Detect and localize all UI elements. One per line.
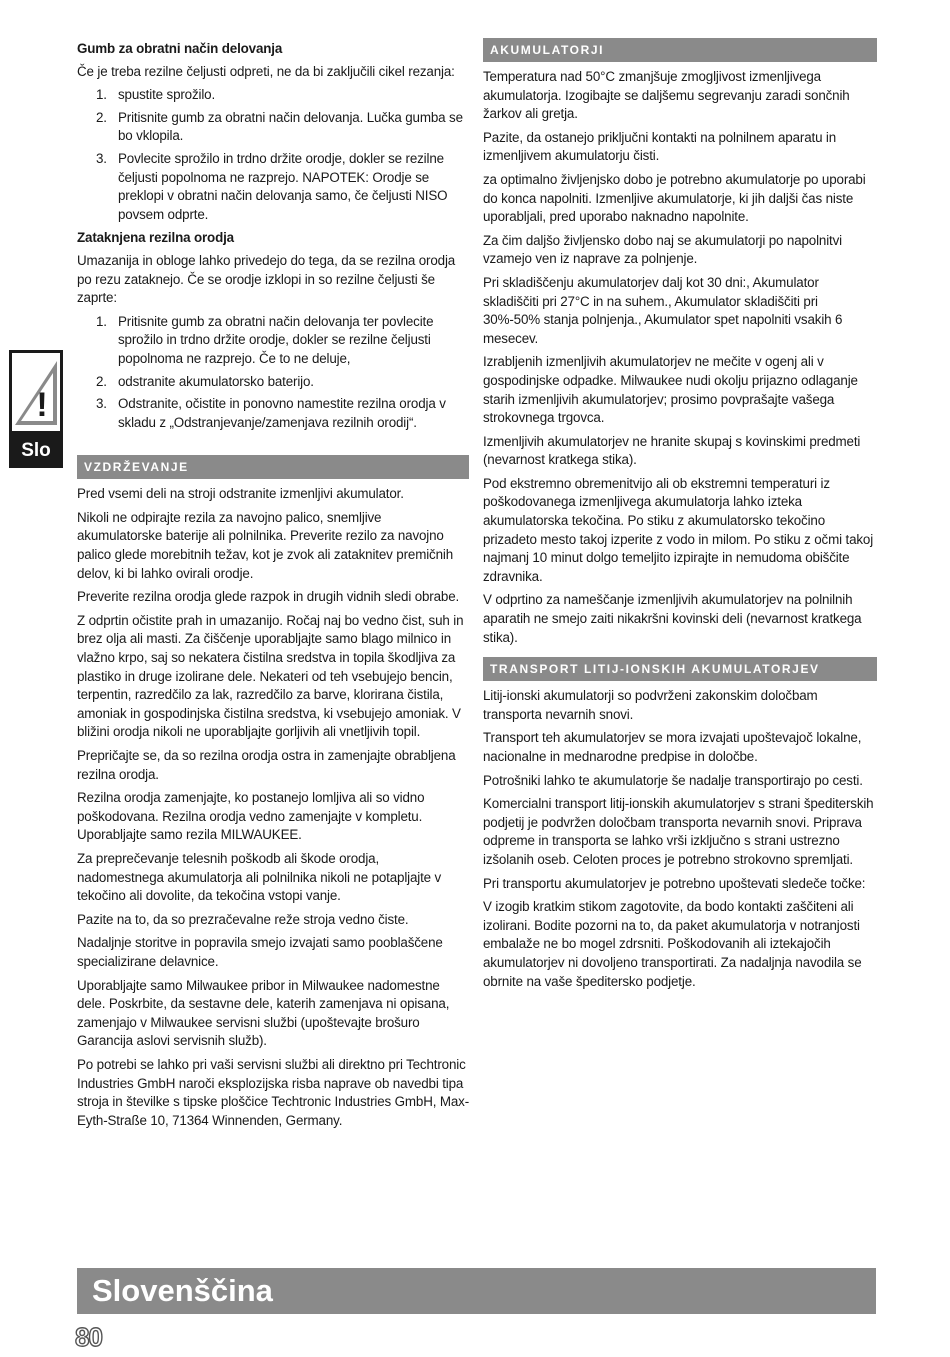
jammed-intro: Umazanija in obloge lahko privedejo do tega, da se rezilna orodja po rezu zataknejo. Če se orodje izklopi in so rezilne čeljusti še zaprte: <box>77 252 456 306</box>
list-item: 3. Odstranite, očistite in ponovno namestite rezilna orodja v skladu z „Odstranjevanje/zamenjava rezilnih orodij“. <box>96 396 446 430</box>
reverse-steps <box>77 86 469 224</box>
list-item: 2. odstranite akumulatorsko baterijo. <box>96 373 314 389</box>
footer-language-band: Slovenščina <box>77 1268 876 1314</box>
maintenance-paragraph: Prepričajte se, da so rezilna orodja ostra in zamenjajte obrabljena rezilna orodja. <box>77 748 456 782</box>
maintenance-paragraph: Nikoli ne odpirajte rezila za navojno palico, snemljive akumulatorske baterije ali polnilnika. Preverite rezilo za navojno palico glede morebitnih težav, kot je zvok ali zataknitev premičnih delov, ki bi lahko ovirali orodje. <box>77 509 453 581</box>
batteries-paragraph: Za čim daljšo življensko dobo naj se akumulatorji po napolnitvi vzamejo ven iz naprave za polnjenje. <box>483 232 842 267</box>
list-item: 2. Pritisnite gumb za obratni način delovanja. Lučka gumba se bo vklopila. <box>96 109 463 144</box>
jammed-steps <box>77 313 469 433</box>
transport-paragraph: Litij-ionski akumulatorji so podvrženi zakonskim določbam transporta nevarnih snovi. <box>483 688 818 722</box>
list-item: 3. Povlecite sprožilo in trdno držite orodje, dokler se rezilne čeljusti popolnoma ne razprejo. NAPOTEK: Orodje se preklopi v obratni način delovanja samo, če čeljusti NISO povsem odprte. <box>96 150 448 222</box>
batteries-paragraph: Pri skladiščenju akumulatorjev dalj kot 30 dni:, Akumulator skladiščiti pri 27°C in na suhem., Akumulator skladiščiti pri 30%-50% stanja polnjenja., Akumulator spet napolniti vsakih 6 mesecev. <box>483 274 843 346</box>
transport-paragraph: Transport teh akumulatorjev se mora izvajati upoštevajoč lokalne, nacionalne in mednarodne predpise in določbe. <box>483 730 862 764</box>
page-number: 80 <box>75 1322 102 1352</box>
transport-paragraph: Pri transportu akumulatorjev je potrebno upoštevati sledeče točke: <box>483 875 866 891</box>
maintenance-paragraph: Uporabljajte samo Milwaukee pribor in Milwaukee nadomestne dele. Poskrbite, da sestavne dele, katerih zamenjava ni opisana, zamenjajo v Milwaukee servisni službi (upoštevajte brošuro Garancija aslovi servisnih služb). <box>77 977 450 1049</box>
reverse-intro: Če je treba rezilne čeljusti odpreti, ne da bi zaključili cikel rezanja: <box>77 63 455 79</box>
right-column <box>483 40 877 996</box>
maintenance-section-bar: VZDRŽEVANJE <box>77 455 469 479</box>
list-item: 1. Pritisnite gumb za obratni način delovanja ter povlecite sprožilo in trdno držite orodje, dokler se rezilne čeljusti popolnoma ne razprejo. Če to ne deluje, <box>96 313 434 366</box>
batteries-paragraph: za optimalno življenjsko dobo je potrebno akumulatorje po uporabi do konca napolniti. Izmenljive akumulatorje, ki jih daljši čas niste uporabljali, pred uporabo naknadno napolnite. <box>483 171 866 225</box>
maintenance-paragraph: Pred vsemi deli na stroji odstranite izmenljivi akumulator. <box>77 486 404 502</box>
transport-paragraph: Potrošniki lahko te akumulatorje še nadalje transportirajo po cesti. <box>483 772 863 788</box>
language-side-tab <box>9 350 63 468</box>
left-column <box>77 40 469 1135</box>
maintenance-paragraph: Rezilna orodja zamenjajte, ko postanejo lomljiva ali so vidno poškodovana. Rezilna orodja vedno zamenjajte v kompletu. Uporabljajte samo rezila MILWAUKEE. <box>77 790 425 843</box>
transport-paragraph: Komercialni transport litij-ionskih akumulatorjev s strani špediterskih podjetij je podvržen določbam transporta nevarnih snovi. Priprava odpreme in transporta se lahko vrši izključno s strani ustrezno izšolanih oseb. Celoten proces je potrebno strokovno spremljati. <box>483 796 874 867</box>
maintenance-paragraph: Za preprečevanje telesnih poškodb ali škode orodja, nadomestnega akumulatorja ali polnilnika nikoli ne potapljajte v tekočino ali dovolite, da tekočina vstopi vanje. <box>77 850 442 904</box>
maintenance-paragraph: Pazite na to, da so prezračevalne reže stroja vedno čiste. <box>77 911 409 927</box>
svg-text:!: ! <box>36 386 48 424</box>
transport-paragraph: V izogib kratkim stikom zagotovite, da bodo kontakti zaščiteni ali izolirani. Bodite pozorni na to, da paket akumulatorja v notranjosti embalaže ne bo mogel zdrsniti. Poškodovanih ali iztekajočih akumulatorjev ni dovoljeno transportirati. Za nadaljnja navodila se obrnite na vaše špeditersko podjetje. <box>483 899 862 989</box>
maintenance-paragraph: Preverite rezilna orodja glede razpok in drugih vidnih sledi obrabe. <box>77 589 460 605</box>
maintenance-paragraph: Z odprtin očistite prah in umazanijo. Ročaj naj bo vedno čist, suh in brez olja ali masti. Za čiščenje uporabljajte samo blago milnico in vlažno krpo, saj so nekatera čistilna sredstva in topila škodljiva za plastiko in druge izolirane dele. Nekateri od teh vsebujejo bencin, terpentin, razredčilo za lak, razredčilo za barve, klorirana čistila, amoniak in gospodinjska čistilna sredstva, ki vsebujejo amoniak. V bližini orodja nikoli ne uporabljajte gorljivih ali vnetljivih topil. <box>77 612 464 740</box>
batteries-paragraph: Pazite, da ostanejo priključni kontakti na polnilnem aparatu in izmenljivem akumulatorju čisti. <box>483 129 837 164</box>
transport-section-bar: TRANSPORT LITIJ-IONSKIH AKUMULATORJEV <box>483 657 877 681</box>
batteries-paragraph: V odprtino za nameščanje izmenljivih akumulatorjev na polnilnih aparatih ne smejo zaiti nikakršni kovinski deli (nevarnost kratkega stika). <box>483 592 862 645</box>
warning-triangle-icon <box>12 353 60 431</box>
maintenance-paragraph: Nadaljnje storitve in popravila smejo izvajati samo pooblaščene specializirane delavnice. <box>77 935 443 969</box>
batteries-section-bar: AKUMULATORJI <box>483 38 877 62</box>
side-tab-label: Slo <box>21 440 51 461</box>
jammed-heading: Zataknjena rezilna orodja <box>77 230 234 246</box>
reverse-heading: Gumb za obratni način delovanja <box>77 41 283 56</box>
list-item: 1. spustite sprožilo. <box>96 87 216 103</box>
warning-panel <box>12 353 60 431</box>
batteries-paragraph: Pod ekstremno obremenitvijo ali ob ekstremni temperaturi iz poškodovanega izmenljivega akumulatorja lahko izteka akumulatorska tekočina. Po stiku z akumulatorsko tekočino prizadeto mesto takoj izperite z vodo in milom. Po stiku z očmi takoj najmanj 10 minut dolgo temeljito izpirajte in nemudoma obiščite zdravnika. <box>483 475 874 584</box>
batteries-paragraph: Temperatura nad 50°C zmanjšuje zmogljivost izmenljivega akumulatorja. Izogibajte se daljšemu segrevanju zaradi sončnih žarkov ali gretja. <box>483 69 850 122</box>
batteries-paragraph: Izmenljivih akumulatorjev ne hranite skupaj s kovinskimi predmeti (nevarnost kratkega stika). <box>483 433 861 468</box>
maintenance-paragraph: Po potrebi se lahko pri vaši servisni službi ali direktno pri Techtronic Industries GmbH naroči eksplozijska risba naprave ob navedbi tipa stroja in številke s tipske ploščice Techtronic Industries GmbH, Max-Eyth-Straße 10, 71364 Winnenden, Germany. <box>77 1056 470 1128</box>
batteries-paragraph: Izrabljenih izmenljivih akumulatorjev ne mečite v ogenj ali v gospodinjske odpadke. Milwaukee nudi okolju prijazno odlaganje starih izmenljivih akumulatorjev; prosimo povprašajte vašega strokovnega trgovca. <box>483 354 858 426</box>
